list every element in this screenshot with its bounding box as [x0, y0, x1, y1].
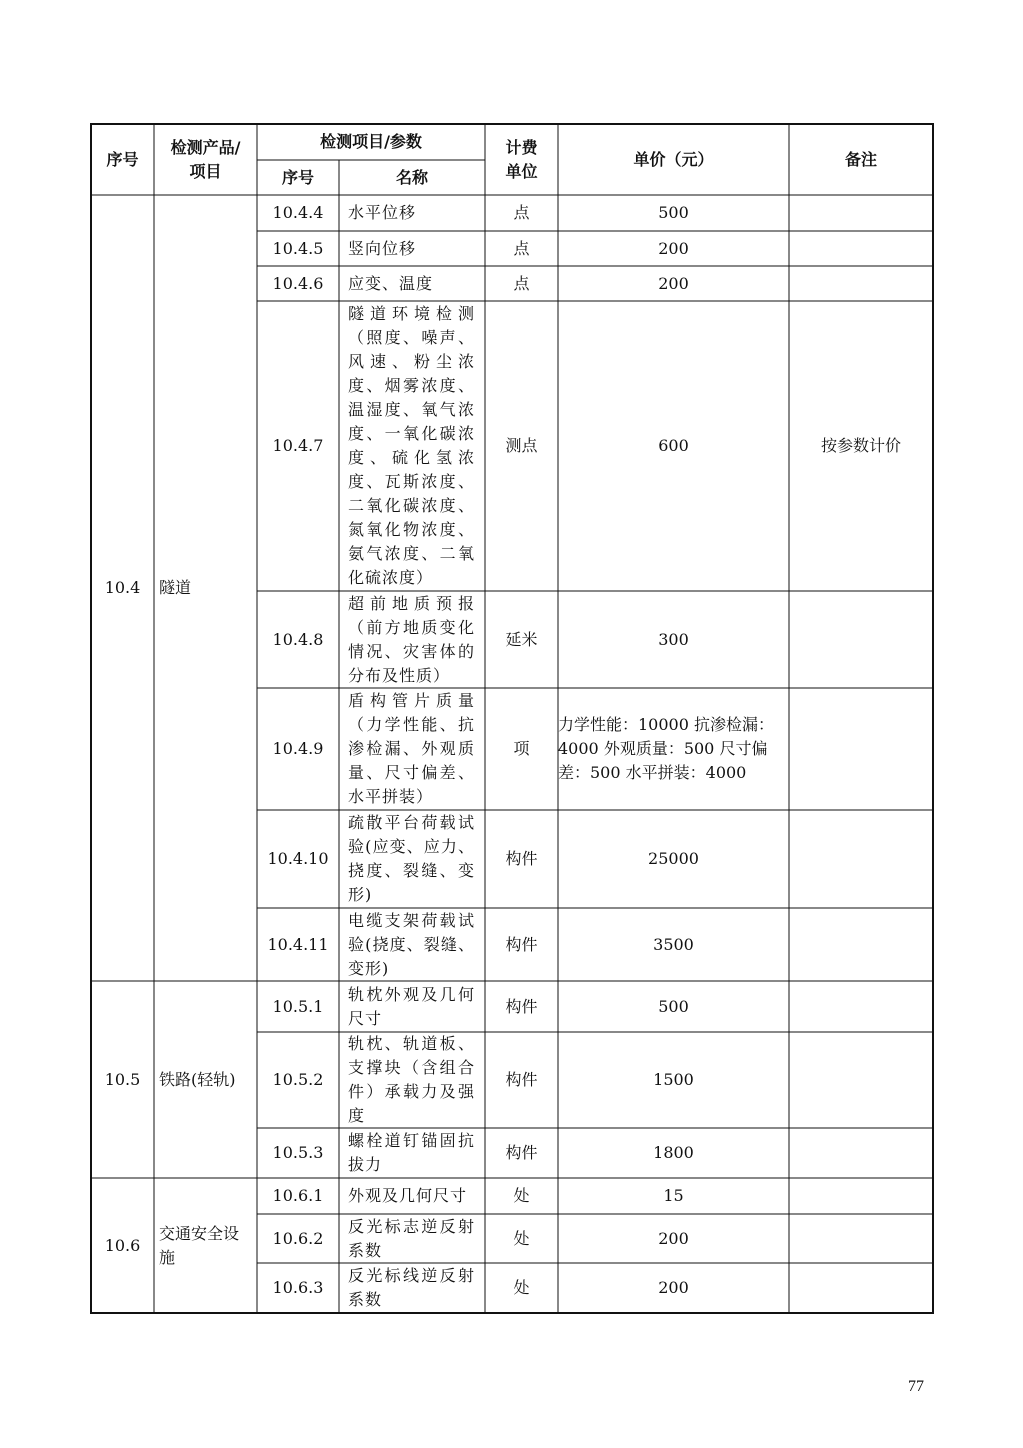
group-seq: 10.5	[104, 1069, 141, 1089]
row-price: 15	[663, 1186, 684, 1205]
row-code: 10.4.5	[272, 238, 324, 258]
row-name: 应变、温度	[348, 273, 434, 293]
row-unit: 构件	[505, 996, 538, 1016]
row-note	[789, 1032, 933, 1128]
row-note	[789, 1214, 933, 1263]
page-number: 77	[908, 1378, 924, 1395]
header-unit: 计费单位	[505, 137, 538, 181]
row-price: 200	[658, 238, 689, 258]
group-product: 隧道	[159, 578, 192, 597]
row-unit: 点	[513, 273, 530, 293]
price-line: 力学性能：10000	[558, 715, 689, 734]
row-name: 隧道环境检测（照度、噪声、风速、粉尘浓度、烟雾浓度、温湿度、氧气浓度、一氧化碳浓度、硫化氢浓度、瓦斯浓度、二氧化碳浓度、氮氧化物浓度、氨气浓度、二氧化硫浓度）	[348, 304, 475, 587]
row-name: 疏散平台荷载试验(应变、应力、挠度、裂缝、变形)	[348, 813, 475, 904]
price-line: 尺寸偏差：500	[558, 739, 768, 782]
header-item-seq: 序号	[281, 167, 314, 187]
row-name: 竖向位移	[348, 238, 417, 258]
group-product: 交通安全设施	[159, 1223, 240, 1267]
row-note	[789, 195, 933, 231]
price-line: 抗渗检漏：4000	[558, 715, 775, 758]
row-name: 螺栓道钉锚固抗拔力	[348, 1131, 475, 1174]
row-note	[789, 908, 933, 981]
price-line: 水平拼装：4000	[625, 763, 747, 782]
group-seq: 10.6	[104, 1235, 141, 1255]
row-price: 200	[658, 1278, 689, 1297]
header-item-name: 名称	[395, 167, 428, 187]
row-name: 反光标志逆反射系数	[348, 1216, 475, 1260]
header-note: 备注	[844, 149, 877, 169]
row-name: 轨枕、轨道板、支撑块（含组合件）承载力及强度	[348, 1034, 475, 1125]
row-name: 轨枕外观及几何尺寸	[348, 984, 475, 1028]
row-name: 反光标线逆反射系数	[348, 1266, 475, 1309]
row-unit: 项	[513, 739, 530, 758]
row-unit: 构件	[505, 849, 538, 868]
row-name: 外观及几何尺寸	[348, 1186, 468, 1205]
row-name: 超前地质预报（前方地质变化情况、灾害体的分布及性质）	[348, 593, 475, 685]
row-code: 10.5.1	[272, 996, 324, 1016]
row-price: 300	[658, 629, 689, 649]
row-price: 25000	[648, 849, 699, 868]
row-price: 500	[658, 203, 689, 222]
row-price-breakdown	[558, 688, 789, 810]
row-code: 10.5.3	[272, 1143, 324, 1162]
row-code: 10.4.9	[272, 739, 324, 758]
row-price: 600	[658, 436, 689, 455]
row-note	[789, 1263, 933, 1313]
row-unit: 点	[513, 238, 530, 258]
row-note: 按参数计价	[820, 436, 901, 455]
row-price: 200	[658, 1228, 689, 1248]
row-code: 10.6.2	[272, 1228, 324, 1248]
row-note	[789, 266, 933, 301]
row-price: 1800	[653, 1143, 694, 1162]
row-note	[789, 591, 933, 688]
row-unit: 处	[513, 1186, 530, 1205]
row-unit: 处	[513, 1278, 530, 1297]
row-note	[789, 1178, 933, 1214]
row-price: 200	[658, 273, 689, 293]
row-price: 3500	[653, 934, 694, 954]
row-name: 水平位移	[348, 203, 417, 222]
group-product: 铁路(轻轨)	[159, 1069, 236, 1089]
header-product: 检测产品/项目	[170, 137, 241, 181]
row-unit: 构件	[505, 1143, 538, 1162]
row-note	[789, 981, 933, 1032]
row-note	[789, 1128, 933, 1178]
row-price: 1500	[653, 1070, 694, 1089]
row-name: 盾构管片质量（力学性能、抗渗检漏、外观质量、尺寸偏差、水平拼装）	[348, 691, 475, 806]
group-seq: 10.4	[104, 578, 141, 597]
row-unit: 延米	[505, 629, 538, 649]
row-price: 500	[658, 996, 689, 1016]
row-note	[789, 688, 933, 810]
row-unit: 构件	[505, 934, 538, 954]
row-name: 电缆支架荷载试验(挠度、裂缝、变形)	[348, 910, 475, 978]
row-unit: 测点	[505, 436, 538, 455]
price-line: 外观质量：500	[603, 739, 715, 758]
row-code: 10.4.10	[267, 849, 329, 868]
row-unit: 处	[513, 1228, 530, 1248]
row-note	[789, 231, 933, 266]
row-code: 10.4.4	[272, 203, 324, 222]
row-code: 10.6.1	[272, 1186, 324, 1205]
row-code: 10.6.3	[272, 1278, 324, 1297]
row-code: 10.4.11	[267, 934, 329, 954]
row-code: 10.5.2	[272, 1070, 324, 1089]
row-code: 10.4.7	[272, 436, 324, 455]
row-unit: 构件	[505, 1070, 538, 1089]
row-code: 10.4.8	[272, 629, 324, 649]
header-seq: 序号	[106, 149, 139, 169]
row-unit: 点	[513, 203, 530, 222]
header-items-group: 检测项目/参数	[320, 132, 422, 151]
row-note	[789, 810, 933, 908]
header-price: 单价（元）	[633, 149, 714, 169]
row-code: 10.4.6	[272, 273, 324, 293]
